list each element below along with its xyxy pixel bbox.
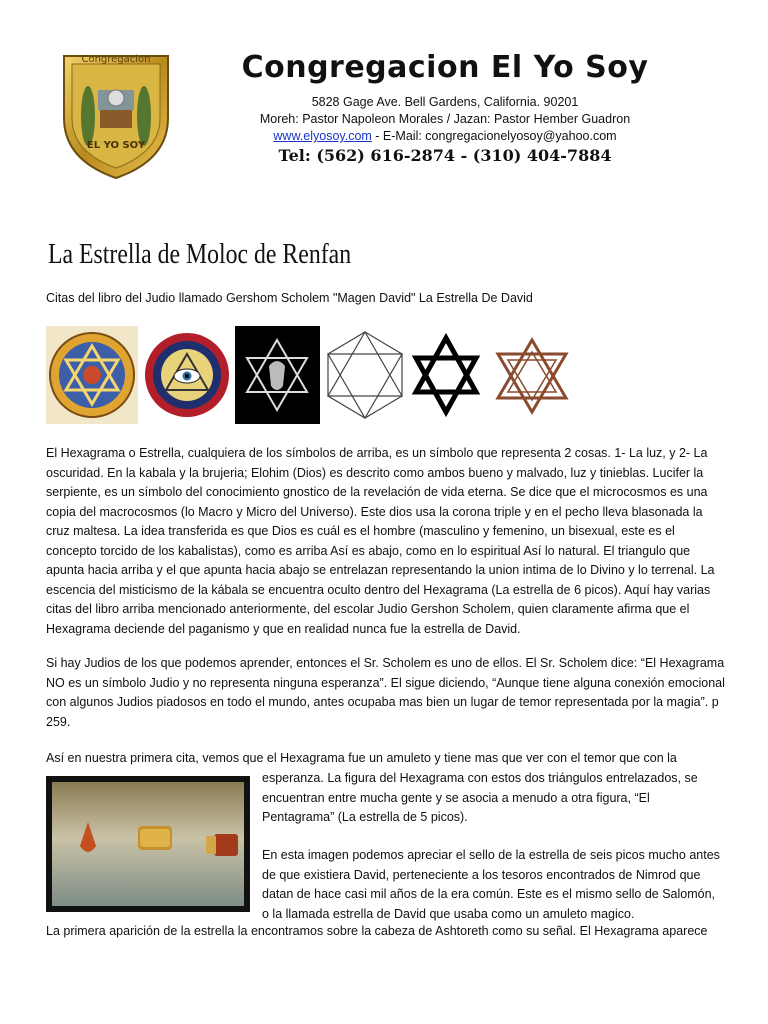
interlaced-hexagram-image [490,326,574,424]
contact-line [190,129,700,143]
paragraph-4: En esta imagen podemos apreciar el sello de la estrella de seis picos mucho antes de que existiera David, perteneciente a los tesoros encontrados de Nimrod que datan de hace casi mil años de la era común. Este es el mismo sello de Salomón, o la llamada estrella de David que usaba como un amuleto magico. [262,848,720,921]
amulet-photo [46,776,250,912]
logo-text-bottom: EL YO SOY [86,140,146,151]
baphomet-seal-image [46,326,138,424]
star-of-david-image [410,326,482,424]
article-title: La Estrella de Moloc de Renfan [48,238,352,270]
phone-numbers: Tel: (562) 616-2874 - (310) 404-7884 [278,146,612,165]
organization-title: Congregacion El Yo Soy [241,50,649,85]
paragraph-3-first-line: Así en nuestra primera cita, vemos que el Hexagrama fue un amuleto y tiene mas que ver con el temor que con la [46,751,677,765]
paragraph-2: Si hay Judios de los que podemos aprender, entonces el Sr. Scholem es uno de ellos. El Sr. Scholem dice: “El Hexagrama NO es un símbolo Judio y no representa ninguna esperanza”. El sigue diciendo, “Aunque tiene alguna conexión emocional con algunos Judios piadosos en todo el mundo, antes ocupaba mas bien un lugar de temor representada por la magia”. p 259. [46,656,725,729]
staff-line: Moreh: Pastor Napoleon Morales / Jazan: Pastor Hember Guadron [259,112,631,126]
paragraph-5: La primera aparición de la estrella la encontramos sobre la cabeza de Ashtoreth como su señal. El Hexagrama aparece [46,924,708,938]
logo-text-top: Congregacion [81,54,151,65]
goat-hexagram-image [235,326,320,424]
email-text: - E-Mail: congregacionelyosoy@yahoo.com [371,129,617,143]
outline-hexagram-image [322,326,408,424]
paragraph-1: El Hexagrama o Estrella, cualquiera de los símbolos de arriba, es un símbolo que representa 2 cosas. 1- La luz, y 2- La oscuridad. En la kabala y la brujeria; Elohim (Dios) es descrito como ambos bueno y malvado, luz y tinieblas. Lucifer la serpiente, es un símbolo del conocimiento gnostico de la revelación de vida eterna. Se dice que el microcosmos es una copia del macrocosmos (lo Macro y Micro del Universo). Este dios usa la corona triple y en el pecho lleva blasonada la cruz maltesa. La idea transferida es que Dios es cuál es el hombre (masculino y femenino, un bisexual, este es el concepto torcido de los kabalistas), como es arriba Así es abajo, como en lo espiritual Así lo natural. El triangulo que apunta hacia arriba y el que apunta hacia abajo se entrelazan representando la union intima de lo Divino y lo terrenal. La escencia del misticismo de la kábala se encuentra oculto dentro del Hexagrama (La estrella de 6 picos). Aquí hay varias citas del libro arriba mencionado anteriormente, del escolar Judio Gershon Scholem, quien claramente afirma que el Hexagrama deciende del paganismo y que en realidad nunca fue la estrella de David. [46,446,715,636]
address-line: 5828 Gage Ave. Bell Gardens, California. 90201 [311,95,579,109]
website-link[interactable]: www.elyosoy.com [273,129,372,143]
article-intro: Citas del libro del Judio llamado Gershom Scholem "Magen David" La Estrella De David [46,291,533,305]
all-seeing-eye-image [142,326,232,424]
congregation-logo [58,48,174,182]
paragraph-3-rest: esperanza. La figura del Hexagrama con estos dos triángulos entrelazados, se encuentran entre mucha gente y se asocia a menudo a otra figura, “El Pentagrama” (La estrella de 5 picos). [262,771,698,824]
